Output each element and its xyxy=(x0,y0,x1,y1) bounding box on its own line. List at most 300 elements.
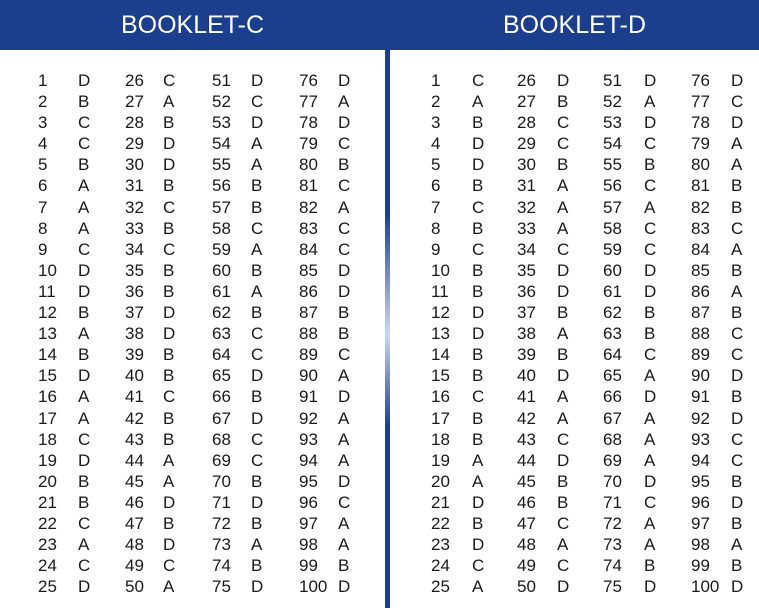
answer-key: C xyxy=(251,429,264,449)
answer-row xyxy=(390,323,759,344)
answer-key: A xyxy=(251,155,263,175)
answer-row xyxy=(0,175,385,196)
question-number: 87 xyxy=(299,303,318,323)
question-number: 2 xyxy=(431,92,441,112)
answer-key: D xyxy=(644,577,657,597)
answer-key: B xyxy=(163,176,175,196)
question-number: 63 xyxy=(603,324,622,344)
answer-key: A xyxy=(163,471,175,491)
question-number: 29 xyxy=(125,134,144,154)
question-number: 2 xyxy=(38,92,48,112)
answer-key: A xyxy=(731,239,743,259)
question-number: 35 xyxy=(517,260,536,280)
question-number: 57 xyxy=(212,197,231,217)
question-number: 97 xyxy=(299,513,318,533)
question-number: 51 xyxy=(603,71,622,90)
question-number: 49 xyxy=(517,556,536,576)
answer-key: A xyxy=(78,387,90,407)
answer-key: C xyxy=(731,324,744,344)
answer-row xyxy=(0,91,385,112)
answer-key: D xyxy=(644,387,657,407)
question-number: 1 xyxy=(431,71,441,90)
question-number: 81 xyxy=(691,176,710,196)
answer-key: B xyxy=(557,471,569,491)
answer-row xyxy=(390,576,759,597)
question-number: 43 xyxy=(517,429,536,449)
answer-key: C xyxy=(731,92,744,112)
question-number: 11 xyxy=(38,281,56,301)
answer-key: C xyxy=(644,218,657,238)
question-number: 23 xyxy=(431,535,450,555)
question-number: 86 xyxy=(691,281,710,301)
answer-key: B xyxy=(251,197,263,217)
answer-key: D xyxy=(557,450,570,470)
question-number: 14 xyxy=(38,345,57,365)
question-number: 62 xyxy=(603,303,622,323)
answer-key: A xyxy=(644,92,656,112)
answer-key: C xyxy=(338,218,351,238)
question-number: 3 xyxy=(431,113,441,133)
answer-key: B xyxy=(731,513,743,533)
answer-key: B xyxy=(251,303,263,323)
question-number: 58 xyxy=(212,218,231,238)
question-number: 84 xyxy=(691,239,710,259)
question-number: 71 xyxy=(212,492,231,512)
answer-key: D xyxy=(163,492,176,512)
question-number: 76 xyxy=(299,71,318,90)
answer-key: B xyxy=(78,303,90,323)
answer-row xyxy=(0,365,385,386)
answer-key: B xyxy=(251,471,263,491)
answer-key: C xyxy=(557,429,570,449)
question-number: 10 xyxy=(38,260,57,280)
answer-row xyxy=(0,133,385,154)
answer-key: B xyxy=(557,92,569,112)
answer-key: D xyxy=(644,71,657,90)
question-number: 78 xyxy=(691,113,710,133)
answer-key: C xyxy=(78,113,91,133)
question-number: 59 xyxy=(212,239,231,259)
question-number: 61 xyxy=(212,281,231,301)
answer-key: B xyxy=(163,408,175,428)
answer-key: C xyxy=(338,134,351,154)
question-number: 6 xyxy=(38,176,48,196)
answer-key: C xyxy=(163,71,176,90)
answer-key: A xyxy=(338,535,350,555)
question-number: 56 xyxy=(603,176,622,196)
answer-row xyxy=(390,386,759,407)
answer-key: B xyxy=(472,281,484,301)
answer-row xyxy=(0,344,385,365)
answer-key: B xyxy=(163,260,175,280)
question-number: 35 xyxy=(125,260,144,280)
answer-key: C xyxy=(163,387,176,407)
question-number: 49 xyxy=(125,556,144,576)
answer-key: B xyxy=(251,260,263,280)
answer-key: A xyxy=(557,197,569,217)
question-number: 38 xyxy=(125,324,144,344)
question-number: 1 xyxy=(38,71,48,90)
question-number: 12 xyxy=(431,303,450,323)
answer-key: A xyxy=(78,197,90,217)
answer-key: D xyxy=(472,155,485,175)
question-number: 27 xyxy=(517,92,536,112)
answer-key: A xyxy=(557,218,569,238)
question-number: 67 xyxy=(603,408,622,428)
answer-row xyxy=(390,70,759,91)
answer-key: C xyxy=(78,556,91,576)
answer-row xyxy=(0,429,385,450)
question-number: 17 xyxy=(38,408,57,428)
question-number: 87 xyxy=(691,303,710,323)
answer-key: D xyxy=(557,260,570,280)
question-number: 82 xyxy=(299,197,318,217)
question-number: 89 xyxy=(299,345,318,365)
answer-key: B xyxy=(472,408,484,428)
answer-key: B xyxy=(78,92,90,112)
answer-key: A xyxy=(338,92,350,112)
answer-key: D xyxy=(251,113,264,133)
question-number: 98 xyxy=(299,535,318,555)
question-number: 94 xyxy=(299,450,318,470)
question-number: 11 xyxy=(431,281,449,301)
answer-key: D xyxy=(472,134,485,154)
answer-key: C xyxy=(472,387,485,407)
question-number: 39 xyxy=(125,345,144,365)
answer-key: D xyxy=(251,366,264,386)
answer-key: C xyxy=(251,450,264,470)
question-number: 38 xyxy=(517,324,536,344)
question-number: 56 xyxy=(212,176,231,196)
question-number: 25 xyxy=(38,577,57,597)
question-number: 82 xyxy=(691,197,710,217)
question-number: 28 xyxy=(125,113,144,133)
answer-key: B xyxy=(731,471,743,491)
answer-key: B xyxy=(78,155,90,175)
answer-row xyxy=(0,197,385,218)
answer-row xyxy=(0,534,385,555)
answer-key: A xyxy=(472,450,484,470)
answer-row xyxy=(0,70,385,91)
answer-key: B xyxy=(338,303,350,323)
question-number: 7 xyxy=(38,197,48,217)
question-number: 13 xyxy=(38,324,57,344)
answer-key: A xyxy=(163,577,175,597)
question-number: 30 xyxy=(125,155,144,175)
question-number: 10 xyxy=(431,260,450,280)
answer-key: D xyxy=(163,134,176,154)
answer-row xyxy=(390,133,759,154)
answer-row xyxy=(0,260,385,281)
question-number: 80 xyxy=(691,155,710,175)
question-number: 44 xyxy=(125,450,144,470)
question-number: 69 xyxy=(212,450,231,470)
answer-row xyxy=(0,386,385,407)
question-number: 6 xyxy=(431,176,441,196)
question-number: 98 xyxy=(691,535,710,555)
question-number: 91 xyxy=(299,387,318,407)
answer-key: D xyxy=(557,366,570,386)
question-number: 8 xyxy=(431,218,441,238)
answer-key: A xyxy=(78,408,90,428)
answer-key: D xyxy=(731,577,744,597)
answer-key: B xyxy=(251,176,263,196)
question-number: 48 xyxy=(125,535,144,555)
answer-key: D xyxy=(78,260,91,280)
answer-key: D xyxy=(78,281,91,301)
question-number: 20 xyxy=(38,471,57,491)
question-number: 50 xyxy=(125,577,144,597)
answer-key: D xyxy=(338,260,351,280)
question-number: 84 xyxy=(299,239,318,259)
question-number: 79 xyxy=(691,134,710,154)
answer-key: C xyxy=(251,218,264,238)
answer-key: D xyxy=(472,535,485,555)
answer-row xyxy=(390,197,759,218)
answer-key: C xyxy=(557,113,570,133)
answer-key: D xyxy=(338,387,351,407)
question-number: 51 xyxy=(212,71,231,90)
answer-key: D xyxy=(163,303,176,323)
question-number: 34 xyxy=(125,239,144,259)
answer-key: D xyxy=(557,71,570,90)
question-number: 57 xyxy=(603,197,622,217)
answer-key: A xyxy=(338,513,350,533)
answer-key: B xyxy=(557,345,569,365)
answer-row xyxy=(390,175,759,196)
answer-row xyxy=(390,302,759,323)
answer-key: D xyxy=(78,366,91,386)
answer-key: C xyxy=(78,429,91,449)
question-number: 95 xyxy=(691,471,710,491)
answer-row xyxy=(390,365,759,386)
booklet-d-answer-grid xyxy=(390,70,759,597)
question-number: 4 xyxy=(431,134,441,154)
answer-row xyxy=(390,239,759,260)
answer-key: C xyxy=(644,239,657,259)
answer-key: C xyxy=(163,556,176,576)
question-number: 66 xyxy=(603,387,622,407)
answer-row xyxy=(0,218,385,239)
answer-key: C xyxy=(644,176,657,196)
question-number: 32 xyxy=(125,197,144,217)
answer-key: B xyxy=(251,513,263,533)
answer-key: B xyxy=(731,556,743,576)
answer-key: B xyxy=(644,324,656,344)
answer-row xyxy=(390,408,759,429)
answer-key: C xyxy=(78,239,91,259)
answer-key: D xyxy=(731,366,744,386)
question-number: 15 xyxy=(38,366,57,386)
answer-key: C xyxy=(644,134,657,154)
answer-key: A xyxy=(78,176,90,196)
answer-key: A xyxy=(251,535,263,555)
answer-key: A xyxy=(731,281,743,301)
question-number: 17 xyxy=(431,408,450,428)
question-number: 92 xyxy=(299,408,318,428)
answer-key: D xyxy=(78,450,91,470)
question-number: 41 xyxy=(125,387,144,407)
question-number: 36 xyxy=(125,281,144,301)
question-number: 47 xyxy=(517,513,536,533)
question-number: 48 xyxy=(517,535,536,555)
answer-row xyxy=(0,408,385,429)
answer-key: A xyxy=(644,197,656,217)
question-number: 54 xyxy=(603,134,622,154)
answer-key: D xyxy=(731,408,744,428)
answer-key: B xyxy=(557,303,569,323)
answer-key: B xyxy=(731,303,743,323)
answer-key: B xyxy=(731,197,743,217)
question-number: 25 xyxy=(431,577,450,597)
question-number: 67 xyxy=(212,408,231,428)
question-number: 61 xyxy=(603,281,622,301)
answer-key: C xyxy=(557,134,570,154)
answer-key: C xyxy=(78,134,91,154)
answer-key: D xyxy=(163,155,176,175)
answer-key: B xyxy=(472,113,484,133)
answer-key: A xyxy=(472,471,484,491)
answer-key: A xyxy=(338,429,350,449)
question-number: 100 xyxy=(299,577,328,597)
question-number: 93 xyxy=(299,429,318,449)
question-number: 58 xyxy=(603,218,622,238)
answer-key: B xyxy=(472,513,484,533)
answer-key: B xyxy=(472,345,484,365)
question-number: 64 xyxy=(212,345,231,365)
question-number: 28 xyxy=(517,113,536,133)
answer-row xyxy=(0,323,385,344)
question-number: 72 xyxy=(212,513,231,533)
answer-key: A xyxy=(338,450,350,470)
question-number: 5 xyxy=(431,155,441,175)
answer-key: D xyxy=(78,577,91,597)
question-number: 43 xyxy=(125,429,144,449)
question-number: 9 xyxy=(431,239,441,259)
answer-key: B xyxy=(472,429,484,449)
answer-key: C xyxy=(557,513,570,533)
answer-key: A xyxy=(644,513,656,533)
question-number: 47 xyxy=(125,513,144,533)
answer-row xyxy=(390,281,759,302)
answer-key: A xyxy=(557,176,569,196)
question-number: 52 xyxy=(603,92,622,112)
answer-key: D xyxy=(338,71,351,90)
question-number: 60 xyxy=(212,260,231,280)
question-number: 62 xyxy=(212,303,231,323)
answer-row xyxy=(0,492,385,513)
answer-key: C xyxy=(251,92,264,112)
answer-row xyxy=(390,154,759,175)
booklet-d-panel xyxy=(390,0,759,608)
question-number: 18 xyxy=(431,429,450,449)
question-number: 32 xyxy=(517,197,536,217)
answer-key: D xyxy=(472,303,485,323)
answer-row xyxy=(0,302,385,323)
answer-key: A xyxy=(338,408,350,428)
answer-row xyxy=(0,576,385,597)
answer-key: D xyxy=(644,471,657,491)
answer-key: A xyxy=(644,366,656,386)
question-number: 79 xyxy=(299,134,318,154)
answer-key: A xyxy=(731,535,743,555)
question-number: 85 xyxy=(299,260,318,280)
question-number: 16 xyxy=(431,387,450,407)
answer-key: A xyxy=(78,535,90,555)
question-number: 46 xyxy=(125,492,144,512)
question-number: 7 xyxy=(431,197,441,217)
answer-row xyxy=(0,281,385,302)
answer-key: A xyxy=(472,92,484,112)
question-number: 27 xyxy=(125,92,144,112)
answer-key: A xyxy=(338,366,350,386)
question-number: 83 xyxy=(299,218,318,238)
answer-row xyxy=(390,450,759,471)
question-number: 37 xyxy=(517,303,536,323)
answer-key: C xyxy=(251,324,264,344)
question-number: 21 xyxy=(38,492,57,512)
question-number: 21 xyxy=(431,492,450,512)
answer-key: B xyxy=(163,513,175,533)
answer-row xyxy=(0,239,385,260)
question-number: 94 xyxy=(691,450,710,470)
answer-key: C xyxy=(731,218,744,238)
question-number: 92 xyxy=(691,408,710,428)
answer-key: A xyxy=(251,239,263,259)
answer-key: B xyxy=(78,345,90,365)
question-number: 90 xyxy=(299,366,318,386)
answer-key: B xyxy=(338,556,350,576)
answer-key: A xyxy=(644,408,656,428)
answer-key: C xyxy=(731,429,744,449)
question-number: 76 xyxy=(691,71,710,90)
answer-key: D xyxy=(78,71,91,90)
answer-row xyxy=(390,91,759,112)
question-number: 77 xyxy=(691,92,710,112)
question-number: 85 xyxy=(691,260,710,280)
question-number: 41 xyxy=(517,387,536,407)
question-number: 99 xyxy=(299,556,318,576)
answer-key: D xyxy=(557,281,570,301)
question-number: 93 xyxy=(691,429,710,449)
answer-key: D xyxy=(163,535,176,555)
answer-row xyxy=(390,218,759,239)
answer-key: C xyxy=(163,197,176,217)
booklet-d-title: BOOKLET-D xyxy=(390,0,759,50)
answer-key: A xyxy=(557,324,569,344)
answer-row xyxy=(0,450,385,471)
question-number: 91 xyxy=(691,387,710,407)
question-number: 69 xyxy=(603,450,622,470)
answer-row xyxy=(0,112,385,133)
answer-key: D xyxy=(338,577,351,597)
answer-key: A xyxy=(644,535,656,555)
answer-key: D xyxy=(251,577,264,597)
answer-key: A xyxy=(644,450,656,470)
question-number: 37 xyxy=(125,303,144,323)
answer-key: A xyxy=(251,281,263,301)
question-number: 34 xyxy=(517,239,536,259)
question-number: 59 xyxy=(603,239,622,259)
question-number: 14 xyxy=(431,345,450,365)
question-number: 42 xyxy=(125,408,144,428)
answer-key: A xyxy=(731,134,743,154)
answer-key: C xyxy=(472,239,485,259)
answer-key: A xyxy=(338,197,350,217)
question-number: 24 xyxy=(38,556,57,576)
answer-row xyxy=(390,471,759,492)
booklet-c-title: BOOKLET-C xyxy=(0,0,385,50)
